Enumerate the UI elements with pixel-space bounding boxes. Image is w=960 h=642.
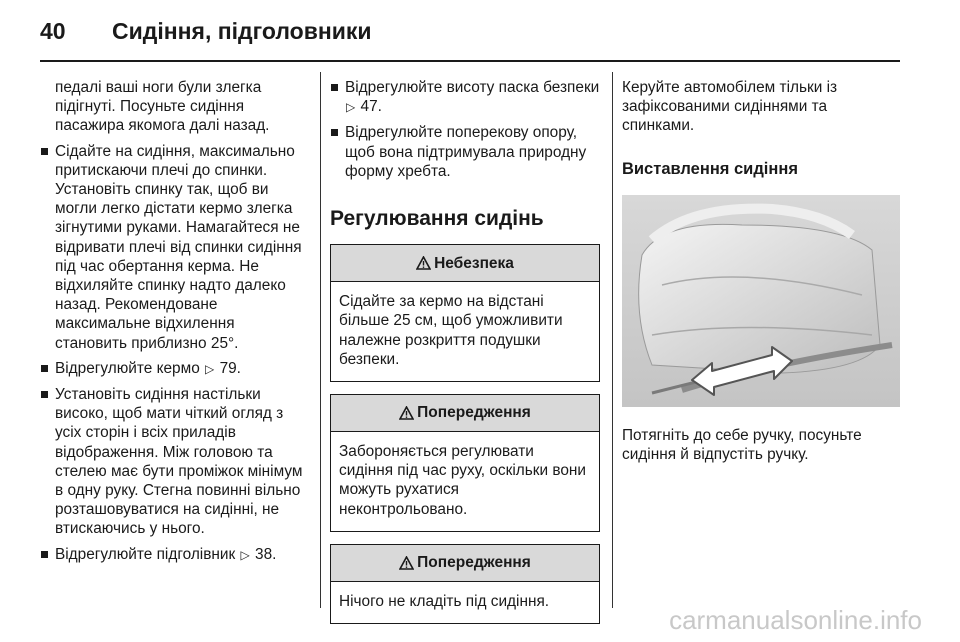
list-item: Відрегулюйте поперекову опору, щоб вона підтримувала природну форму хребта. (330, 123, 602, 181)
warning-box (330, 544, 600, 624)
section-heading: Регулювання сидінь (330, 207, 544, 231)
reference-triangle-icon: ▷ (205, 361, 215, 376)
box-header (331, 395, 599, 432)
seat-adjustment-illustration (622, 195, 900, 407)
reference-triangle-icon: ▷ (240, 547, 250, 562)
list-item (40, 545, 308, 565)
warning-triangle-icon (399, 406, 414, 420)
column-middle (330, 78, 602, 636)
image-caption: Потягніть до себе ручку, посуньте сидіння й відпустіть ручку. (622, 427, 862, 464)
page-reference-link[interactable]: 47. (360, 98, 382, 116)
page-number: 40 (40, 18, 66, 44)
intro-paragraph: Керуйте автомобілем тільки із зафіксованими сидіннями та спинками. (622, 79, 838, 135)
list-item-text: Відрегулюйте підголівник (55, 545, 236, 563)
box-header (331, 245, 599, 282)
list-item: Установіть сидіння настільки високо, щоб мати чіткий огляд з усіх сторін і всіх приладів відображення. Між головою та стелею має бути проміжок мінімум в одну руку. Стегна повинні вільно розташовуватися на сидінні, не втискаючись у нього. (40, 385, 308, 539)
box-body: Нічого не кладіть під сидіння. (339, 592, 550, 610)
list-item-text: Відрегулюйте кермо (55, 359, 200, 377)
column-divider (612, 72, 613, 608)
warning-triangle-icon (416, 256, 431, 270)
intro-paragraph: педалі ваші ноги були злегка підігнуті. Посуньте сидіння пасажира якомога далі назад. (55, 79, 270, 135)
list-item (330, 78, 602, 117)
column-divider (320, 72, 321, 608)
box-body: Забороняється регулювати сидіння під час руху, оскільки вони можуть рухатися неконтрольовано. (339, 443, 587, 518)
section-heading: Виставлення сидіння (622, 159, 798, 178)
page-reference-link[interactable]: 38. (255, 545, 277, 563)
reference-triangle-icon: ▷ (346, 100, 356, 115)
page-reference-link[interactable]: 79. (219, 359, 241, 377)
page-title: Сидіння, підголовники (112, 18, 372, 44)
list-item (40, 359, 308, 379)
box-title: Попередження (417, 404, 531, 422)
list-item-text: Відрегулюйте висоту паска безпеки (345, 79, 600, 96)
header-rule (40, 60, 900, 62)
warning-triangle-icon (399, 556, 414, 570)
box-title: Попередження (417, 554, 531, 572)
list-item: Сідайте на сидіння, максимально притискаючи плечі до спинки. Установіть спинку так, щоб ви могли легко дістати кермо злегка зігнутими руками. Намагайтеся не відривати плечі від спинки сидіння під час обертання керма. Не відхиляйте спинку надто далеко назад. Рекомендоване максимальне відхилення становить приблизно 25°. (40, 142, 308, 353)
column-right (622, 78, 902, 464)
bullet-list (330, 78, 602, 181)
bullet-list (40, 142, 308, 565)
page-header (0, 0, 960, 60)
box-body: Сідайте за кермо на відстані більше 25 см, щоб уможливити належне розкриття подушки безпеки. (339, 293, 563, 368)
column-left (40, 78, 308, 565)
box-title: Небезпека (434, 254, 514, 272)
warning-box (330, 394, 600, 532)
watermark: carmanualsonline.info (669, 605, 922, 635)
box-header (331, 545, 599, 582)
danger-box (330, 244, 600, 382)
